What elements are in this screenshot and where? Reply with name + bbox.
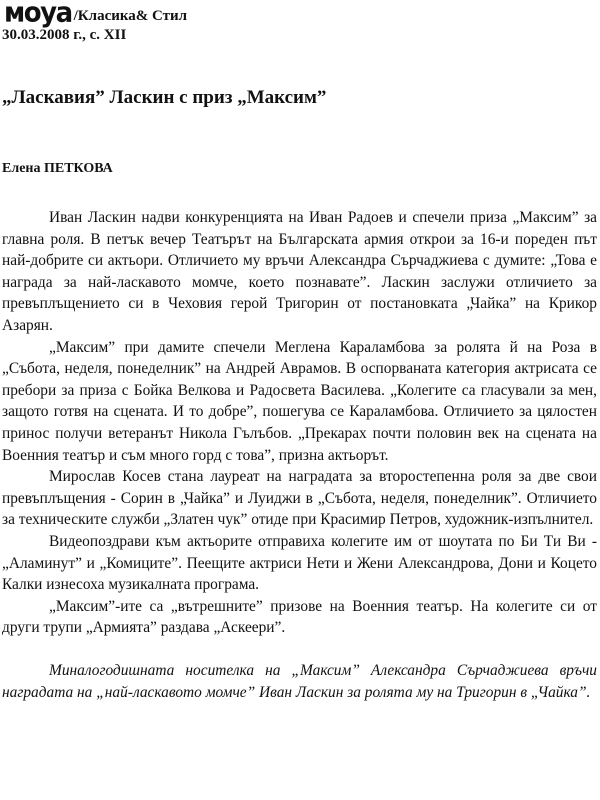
article-headline: „Ласкавия” Ласкин с приз „Максим” bbox=[2, 87, 327, 108]
paragraph: „Максим” при дамите спечели Меглена Караламбова за ролята й на Роза в „Събота, неделя, понеделник” на Андрей Аврамов. В оспорваната категория актрисата се пребори за приза с Бойка Велкова и Радосвета Василева. „Колегите са гласували за мен, защото готвя на сцената. И то добре”, пошегува се Караламбова. Отличието за цялостен принос получи ветеранът Никола Гълъбов. „Прекарах почти половин век на сцената на Военния театър и съм много горд с това”, призна актьорът. bbox=[2, 338, 597, 464]
paragraph: Иван Ласкин надви конкуренцията на Иван Радоев и спечели приза „Максим” за главна роля. В петък вечер Театърът на Българската армия открои за 16-и пореден път най-добрите си актьори. Отличието му връчи Александра Сърчаджиева с думите: „Това е награда за най-ласкавото момче, което познавате”. Ласкин заслужи отличието за превъплъщението си в Чеховия герой Тригорин от постановката „Чайка” на Крикор Азарян. bbox=[2, 209, 597, 334]
article-byline: Елена ПЕТКОВА bbox=[2, 161, 113, 176]
paragraph: Видеопоздрави към актьорите отправиха колегите им от шоутата по Би Ти Ви - „Аламинут” и „Комиците”. Пеещите актриси Нети и Жени Александрова, Дони и Коцето Калки изнесоха музикалната програма. bbox=[2, 532, 597, 594]
publication-logo: моуа bbox=[4, 0, 72, 29]
photo-caption: Миналогодишната носителка на „Максим” Александра Сърчаджиева връчи наградата на „най-ласкавото момче” Иван Ласкин за ролята му на Тригорин в „Чайка”. bbox=[2, 662, 597, 702]
paragraph: Мирослав Косев стана лауреат на наградата за второстепенна роля за две свои превъплъщения - Сорин в „Чайка” и Луиджи в „Събота, неделя, понеделник”. Отличието за техническите служби „Златен чук” отиде при Красимир Петров, художник-изпълнител. bbox=[2, 468, 597, 529]
article-body bbox=[2, 207, 597, 704]
masthead bbox=[4, 0, 188, 29]
dateline: 30.03.2008 г., с. XII bbox=[2, 27, 127, 43]
paragraph: „Максим”-ите са „вътрешните” призове на Военния театър. На колегите си от други трупи „Армията” раздава „Аскеери”. bbox=[2, 597, 597, 637]
section-label: /Класика& Стил bbox=[73, 8, 188, 24]
